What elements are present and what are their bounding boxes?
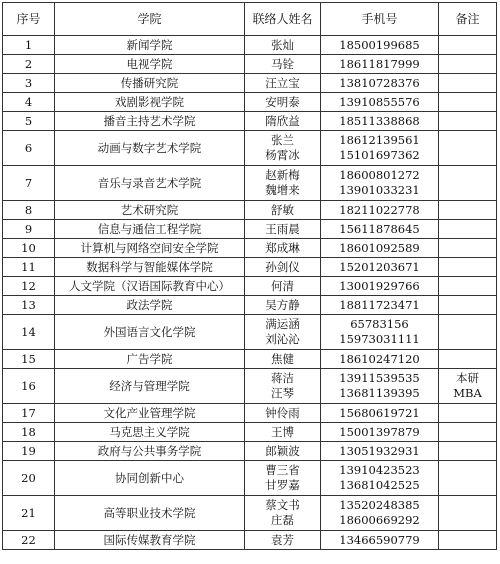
table-row [3,531,497,550]
note [439,296,497,315]
note [439,423,497,442]
school-name: 文化产业管理学院 [55,404,245,423]
contact-table [2,2,497,550]
phone-number-line: 13001929766 [339,278,420,293]
note [439,74,497,93]
header-contact: 联络人姓名 [245,3,321,36]
phone-number-line: 18600801272 [339,168,420,182]
row-number: 5 [3,112,55,131]
school-name: 传播研究院 [55,74,245,93]
row-number: 12 [3,277,55,296]
phone-number-line: 65783156 [350,317,409,331]
phone-number [321,277,439,296]
phone-number [321,112,439,131]
table-row [3,315,497,350]
table-row [3,423,497,442]
phone-number [321,423,439,442]
row-number: 14 [3,315,55,350]
phone-number [321,404,439,423]
school-name: 政法学院 [55,296,245,315]
contact-person-line: 蒋洁 [271,371,294,385]
phone-number [321,166,439,201]
row-number: 19 [3,442,55,461]
header-no: 序号 [3,3,55,36]
school-name: 国际传媒教育学院 [55,531,245,550]
school-name: 信息与通信工程学院 [55,220,245,239]
phone-number [321,74,439,93]
note [439,442,497,461]
contact-person-line: 隋欣益 [265,113,300,128]
row-number: 18 [3,423,55,442]
phone-number-line: 15201203671 [339,259,420,274]
note [439,369,497,404]
table-row [3,93,497,112]
contact-person-line: 吴方静 [265,297,300,312]
table-row [3,201,497,220]
note [439,350,497,369]
phone-number-line: 18610247120 [339,351,420,366]
contact-person-line: 曹三省 [265,463,300,477]
contact-person-line: 钟伶雨 [265,405,300,420]
phone-number [321,239,439,258]
phone-number-line: 18600669292 [339,513,420,527]
contact-person [245,93,321,112]
row-number: 3 [3,74,55,93]
table-row [3,36,497,55]
school-name: 高等职业技术学院 [55,496,245,531]
header-note: 备注 [439,3,497,36]
phone-number-line: 18601092589 [339,240,420,255]
contact-person-line: 魏增来 [265,183,300,197]
table-row [3,404,497,423]
row-number: 20 [3,461,55,496]
contact-person [245,442,321,461]
contact-person [245,461,321,496]
school-name: 电视学院 [55,55,245,74]
phone-number [321,496,439,531]
phone-number-line: 13051932931 [339,443,420,458]
phone-number-line: 13901033231 [339,183,420,197]
contact-person [245,74,321,93]
table-row [3,461,497,496]
note-line: 本研 [456,371,479,385]
phone-number-line: 13681139395 [339,386,420,400]
school-name: 外国语言文化学院 [55,315,245,350]
row-number: 22 [3,531,55,550]
row-number: 15 [3,350,55,369]
note [439,201,497,220]
phone-number-line: 13466590779 [339,532,420,547]
table-row [3,369,497,404]
note [439,55,497,74]
contact-person-line: 郎颖波 [265,443,300,458]
phone-number [321,36,439,55]
row-number: 4 [3,93,55,112]
school-name: 广告学院 [55,350,245,369]
school-name: 数据科学与智能媒体学院 [55,258,245,277]
phone-number-line: 15001397879 [339,424,420,439]
contact-person [245,55,321,74]
row-number: 6 [3,131,55,166]
row-number: 7 [3,166,55,201]
table-row [3,258,497,277]
note [439,531,497,550]
contact-person [245,201,321,220]
note-line: MBA [453,386,482,400]
table-row [3,131,497,166]
phone-number [321,296,439,315]
phone-number-line: 18611817999 [339,56,420,71]
contact-person [245,404,321,423]
contact-person-line: 何清 [271,278,294,293]
row-number: 17 [3,404,55,423]
contact-person-line: 焦健 [271,351,294,366]
phone-number [321,531,439,550]
table-row [3,239,497,258]
contact-person-line: 张兰 [271,133,294,147]
school-name: 播音主持艺术学院 [55,112,245,131]
phone-number-line: 13910855576 [339,94,420,109]
phone-number-line: 18511338868 [339,113,420,128]
phone-number-line: 13911539535 [339,371,420,385]
note [439,404,497,423]
contact-person [245,350,321,369]
phone-number-line: 15101697362 [339,148,420,162]
phone-number-line: 18612139561 [339,133,420,147]
phone-number-line: 13681042525 [339,478,420,492]
school-name: 动画与数字艺术学院 [55,131,245,166]
school-name: 艺术研究院 [55,201,245,220]
contact-person-line: 马铨 [271,56,294,71]
row-number: 21 [3,496,55,531]
phone-number [321,55,439,74]
phone-number-line: 13910423523 [339,463,420,477]
phone-number [321,369,439,404]
contact-person-line: 郑成琳 [265,240,300,255]
phone-number [321,201,439,220]
contact-person [245,239,321,258]
phone-number [321,220,439,239]
contact-person [245,496,321,531]
table-row [3,277,497,296]
phone-number-line: 18500199685 [339,37,420,52]
table-row [3,74,497,93]
note [439,220,497,239]
phone-number-line: 15611878645 [339,221,420,236]
contact-person-line: 杨霄冰 [265,148,300,162]
contact-person-line: 庄磊 [271,513,294,527]
contact-person [245,131,321,166]
table-row [3,296,497,315]
contact-person-line: 袁芳 [271,532,294,547]
table-row [3,220,497,239]
table-row [3,442,497,461]
row-number: 2 [3,55,55,74]
phone-number [321,258,439,277]
contact-person [245,36,321,55]
phone-number-line: 18811723471 [339,297,420,312]
row-number: 1 [3,36,55,55]
school-name: 计算机与网络空间安全学院 [55,239,245,258]
school-name: 经济与管理学院 [55,369,245,404]
row-number: 16 [3,369,55,404]
table-row [3,496,497,531]
header-row [3,3,497,36]
contact-person [245,220,321,239]
phone-number [321,315,439,350]
contact-person-line: 甘罗嘉 [265,478,300,492]
note [439,239,497,258]
note [439,36,497,55]
row-number: 13 [3,296,55,315]
row-number: 10 [3,239,55,258]
note [439,277,497,296]
contact-person-line: 刘沁沁 [265,332,300,346]
note [439,461,497,496]
school-name: 音乐与录音艺术学院 [55,166,245,201]
school-name: 政府与公共事务学院 [55,442,245,461]
note [439,93,497,112]
contact-person-line: 王博 [271,424,294,439]
note [439,166,497,201]
note [439,112,497,131]
header-school: 学院 [55,3,245,36]
phone-number [321,93,439,112]
contact-person [245,258,321,277]
table-row [3,166,497,201]
school-name: 戏剧影视学院 [55,93,245,112]
row-number: 9 [3,220,55,239]
note [439,131,497,166]
contact-person-line: 汪琴 [271,386,294,400]
phone-number [321,131,439,166]
phone-number [321,350,439,369]
table-row [3,55,497,74]
header-phone: 手机号 [321,3,439,36]
contact-person [245,369,321,404]
phone-number-line: 13520248385 [339,498,420,512]
phone-number-line: 15973031111 [339,332,420,346]
contact-person-line: 赵新梅 [265,168,300,182]
contact-person [245,296,321,315]
contact-person-line: 安明泰 [265,94,300,109]
contact-person-line: 蔡文书 [265,498,300,512]
contact-person [245,315,321,350]
contact-person-line: 满运涵 [265,317,300,331]
school-name: 新闻学院 [55,36,245,55]
row-number: 8 [3,201,55,220]
contact-person [245,166,321,201]
note [439,258,497,277]
phone-number-line: 13810728376 [339,75,420,90]
row-number: 11 [3,258,55,277]
table-row [3,350,497,369]
contact-person-line: 张灿 [271,37,294,52]
table-row [3,112,497,131]
school-name: 马克思主义学院 [55,423,245,442]
contact-person [245,277,321,296]
school-name: 协同创新中心 [55,461,245,496]
contact-person [245,531,321,550]
contact-person-line: 孙剑仪 [265,259,300,274]
note [439,315,497,350]
phone-number [321,461,439,496]
note [439,496,497,531]
phone-number-line: 15680619721 [339,405,420,420]
contact-person [245,423,321,442]
contact-person-line: 汪立宝 [265,75,300,90]
table-body [3,36,497,550]
phone-number-line: 18211022778 [339,202,420,217]
phone-number [321,442,439,461]
school-name: 人文学院（汉语国际教育中心） [55,277,245,296]
contact-person-line: 舒敏 [271,202,294,217]
contact-person [245,112,321,131]
contact-person-line: 王雨晨 [265,221,300,236]
